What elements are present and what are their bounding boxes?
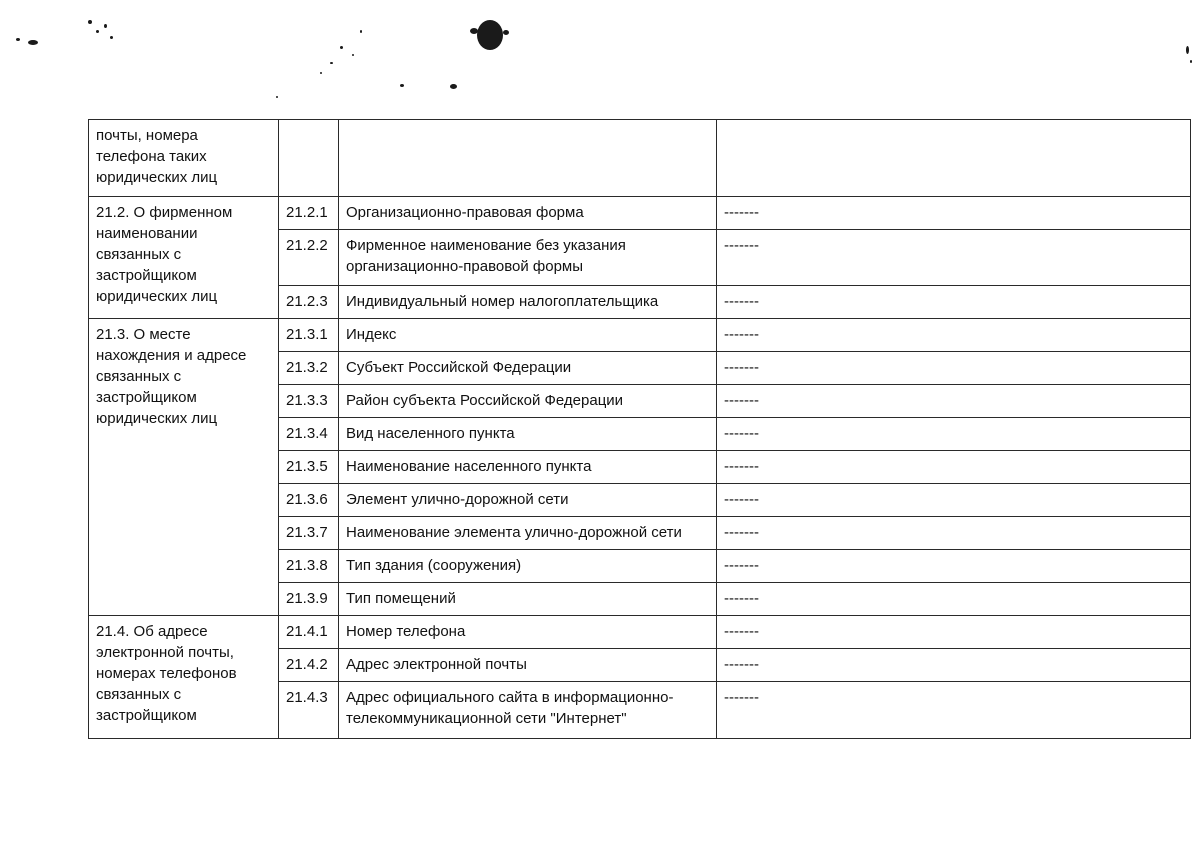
number-cell: 21.3.2 (279, 352, 339, 385)
value-cell (717, 197, 1191, 230)
label-cell: Номер телефона (339, 616, 717, 649)
value-text: ------- (724, 392, 759, 409)
value-cell (717, 616, 1191, 649)
section-cell: 21.3. О месте нахождения и адресе связанных с застройщиком юридических лиц (89, 319, 279, 616)
label-cell: Наименование элемента улично-дорожной сети (339, 517, 717, 550)
table-row (89, 197, 1191, 230)
label-cell: Адрес электронной почты (339, 649, 717, 682)
value-cell (717, 286, 1191, 319)
value-text: ------- (724, 458, 759, 475)
value-cell (717, 230, 1191, 286)
value-text: ------- (724, 204, 759, 221)
value-cell (717, 451, 1191, 484)
value-cell (717, 682, 1191, 739)
value-cell (717, 550, 1191, 583)
label-cell: Индекс (339, 319, 717, 352)
number-cell: 21.3.4 (279, 418, 339, 451)
number-cell: 21.3.7 (279, 517, 339, 550)
section-cell: 21.2. О фирменном наименовании связанных с застройщиком юридических лиц (89, 197, 279, 319)
label-cell: Фирменное наименование без указания организационно-правовой формы (339, 230, 717, 286)
number-cell (279, 120, 339, 197)
table-row (89, 120, 1191, 197)
value-cell (717, 385, 1191, 418)
label-cell: Тип помещений (339, 583, 717, 616)
value-text: ------- (724, 359, 759, 376)
section-cell: 21.4. Об адресе электронной почты, номерах телефонов связанных с застройщиком (89, 616, 279, 739)
value-text: ------- (724, 590, 759, 607)
number-cell: 21.2.2 (279, 230, 339, 286)
number-cell: 21.2.3 (279, 286, 339, 319)
label-cell: Район субъекта Российской Федерации (339, 385, 717, 418)
table-row (89, 616, 1191, 649)
number-cell: 21.3.5 (279, 451, 339, 484)
number-cell: 21.3.8 (279, 550, 339, 583)
value-cell (717, 517, 1191, 550)
value-text: ------- (724, 237, 759, 254)
number-cell: 21.3.3 (279, 385, 339, 418)
value-text: ------- (724, 293, 759, 310)
number-cell: 21.4.3 (279, 682, 339, 739)
number-cell: 21.4.1 (279, 616, 339, 649)
label-cell (339, 120, 717, 197)
label-cell: Наименование населенного пункта (339, 451, 717, 484)
value-text: ------- (724, 326, 759, 343)
value-cell (717, 352, 1191, 385)
value-text: ------- (724, 425, 759, 442)
value-text: ------- (724, 557, 759, 574)
label-cell: Тип здания (сооружения) (339, 550, 717, 583)
developer-info-table (88, 119, 1191, 739)
number-cell: 21.2.1 (279, 197, 339, 230)
number-cell: 21.3.1 (279, 319, 339, 352)
number-cell: 21.3.9 (279, 583, 339, 616)
value-text: ------- (724, 656, 759, 673)
label-cell: Элемент улично-дорожной сети (339, 484, 717, 517)
label-cell: Вид населенного пункта (339, 418, 717, 451)
value-text: ------- (724, 491, 759, 508)
value-cell (717, 319, 1191, 352)
number-cell: 21.3.6 (279, 484, 339, 517)
value-cell (717, 583, 1191, 616)
section-cell: почты, номера телефона таких юридических лиц (89, 120, 279, 197)
value-cell (717, 649, 1191, 682)
number-cell: 21.4.2 (279, 649, 339, 682)
value-cell (717, 120, 1191, 197)
value-cell (717, 418, 1191, 451)
label-cell: Индивидуальный номер налогоплательщика (339, 286, 717, 319)
table-row (89, 319, 1191, 352)
label-cell: Организационно-правовая форма (339, 197, 717, 230)
value-text: ------- (724, 689, 759, 706)
label-cell: Адрес официального сайта в информационно-телекоммуникационной сети "Интернет" (339, 682, 717, 739)
label-cell: Субъект Российской Федерации (339, 352, 717, 385)
value-text: ------- (724, 524, 759, 541)
value-text: ------- (724, 623, 759, 640)
value-cell (717, 484, 1191, 517)
